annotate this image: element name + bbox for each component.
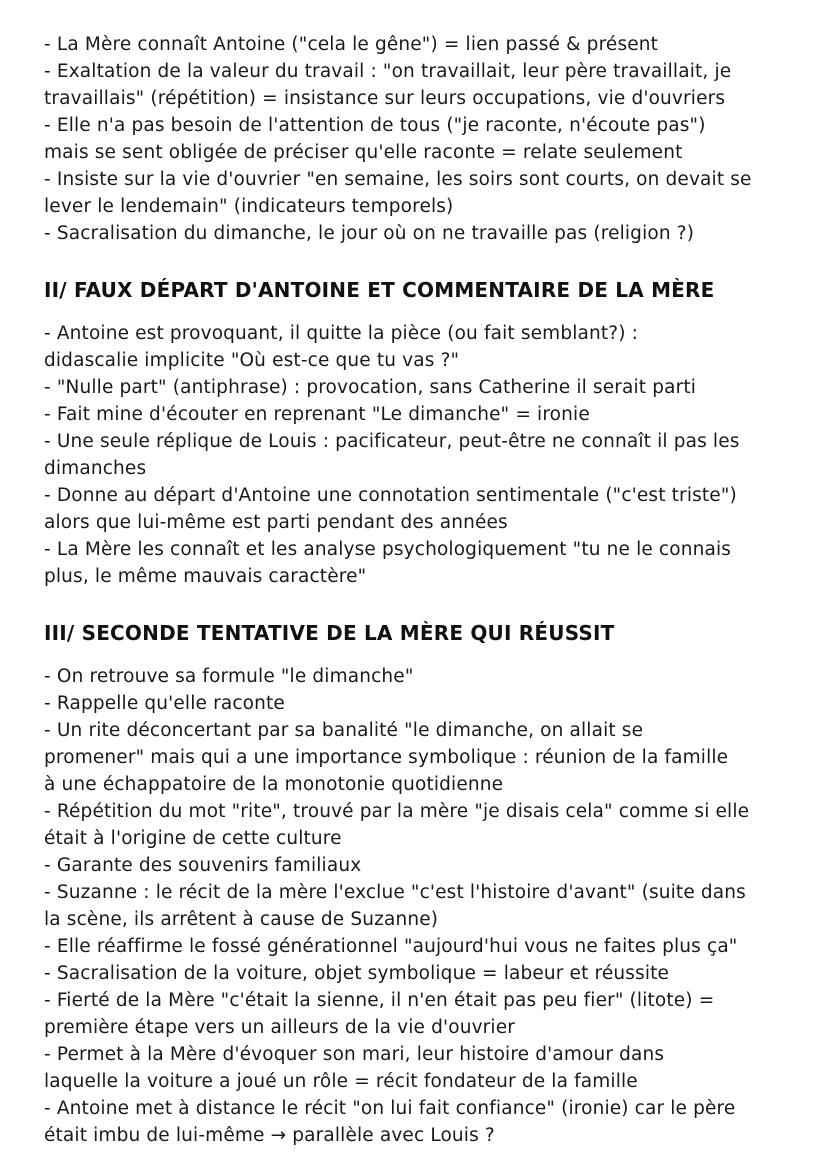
text-line: - Sacralisation du dimanche, le jour où on ne travaille pas (religion ?) (44, 223, 695, 244)
text-line: - La Mère les connaît et les analyse psychologiquement "tu ne le connais (44, 539, 732, 560)
text-line: lever le lendemain" (indicateurs temporels) (44, 196, 454, 217)
text-line: - Antoine met à distance le récit "on lui fait confiance" (ironie) car le père (44, 1098, 736, 1119)
text-line: mais se sent obligée de préciser qu'elle raconte = relate seulement (44, 142, 683, 163)
text-line: - "Nulle part" (antiphrase) : provocation, sans Catherine il serait parti (44, 377, 697, 398)
document-page (44, 31, 804, 1149)
text-line: travaillais" (répétition) = insistance sur leurs occupations, vie d'ouvriers (44, 88, 726, 109)
text-line: était imbu de lui-même → parallèle avec Louis ? (44, 1125, 495, 1146)
text-line: à une échappatoire de la monotonie quotidienne (44, 774, 504, 795)
text-line: - Rappelle qu'elle raconte (44, 693, 285, 714)
text-line: - Donne au départ d'Antoine une connotation sentimentale ("c'est triste") (44, 485, 737, 506)
text-line: - La Mère connaît Antoine ("cela le gêne") = lien passé & présent (44, 34, 659, 55)
text-line: - Garante des souvenirs familiaux (44, 855, 362, 876)
text-line: - Un rite déconcertant par sa banalité "le dimanche, on allait se (44, 720, 644, 741)
section-3 (44, 663, 804, 1149)
text-line: alors que lui-même est parti pendant des années (44, 512, 508, 533)
section-2 (44, 320, 804, 590)
text-line: - Fait mine d'écouter en reprenant "Le dimanche" = ironie (44, 404, 590, 425)
text-line: - Exaltation de la valeur du travail : "on travaillait, leur père travaillait, je (44, 61, 732, 82)
text-line: - Suzanne : le récit de la mère l'exclue "c'est l'histoire d'avant" (suite dans (44, 882, 746, 903)
text-line: - Insiste sur la vie d'ouvrier "en semaine, les soirs sont courts, on devait se (44, 169, 752, 190)
text-line: - Antoine est provoquant, il quitte la pièce (ou fait semblant?) : (44, 323, 639, 344)
text-line: - Elle réaffirme le fossé générationnel "aujourd'hui vous ne faites plus ça" (44, 936, 738, 957)
text-line: dimanches (44, 458, 147, 479)
section-3-heading: III/ SECONDE TENTATIVE DE LA MÈRE QUI RÉUSSIT (44, 621, 615, 645)
text-line: - On retrouve sa formule "le dimanche" (44, 666, 414, 687)
text-line: - Permet à la Mère d'évoquer son mari, leur histoire d'amour dans (44, 1044, 665, 1065)
section-2-heading: II/ FAUX DÉPART D'ANTOINE ET COMMENTAIRE DE LA MÈRE (44, 278, 715, 302)
text-line: était à l'origine de cette culture (44, 828, 342, 849)
text-line: laquelle la voiture a joué un rôle = récit fondateur de la famille (44, 1071, 638, 1092)
text-line: plus, le même mauvais caractère" (44, 566, 367, 587)
text-line: - Répétition du mot "rite", trouvé par la mère "je disais cela" comme si elle (44, 801, 750, 822)
text-line: première étape vers un ailleurs de la vie d'ouvrier (44, 1017, 515, 1038)
section-1 (44, 31, 804, 247)
text-line: didascalie implicite "Où est-ce que tu vas ?" (44, 350, 460, 371)
text-line: - Sacralisation de la voiture, objet symbolique = labeur et réussite (44, 963, 670, 984)
text-line: - Fierté de la Mère "c'était la sienne, il n'en était pas peu fier" (litote) = (44, 990, 715, 1011)
text-line: - Elle n'a pas besoin de l'attention de tous ("je raconte, n'écoute pas") (44, 115, 706, 136)
text-line: la scène, ils arrêtent à cause de Suzanne) (44, 909, 439, 930)
text-line: - Une seule réplique de Louis : pacificateur, peut-être ne connaît il pas les (44, 431, 740, 452)
text-line: promener" mais qui a une importance symbolique : réunion de la famille (44, 747, 729, 768)
